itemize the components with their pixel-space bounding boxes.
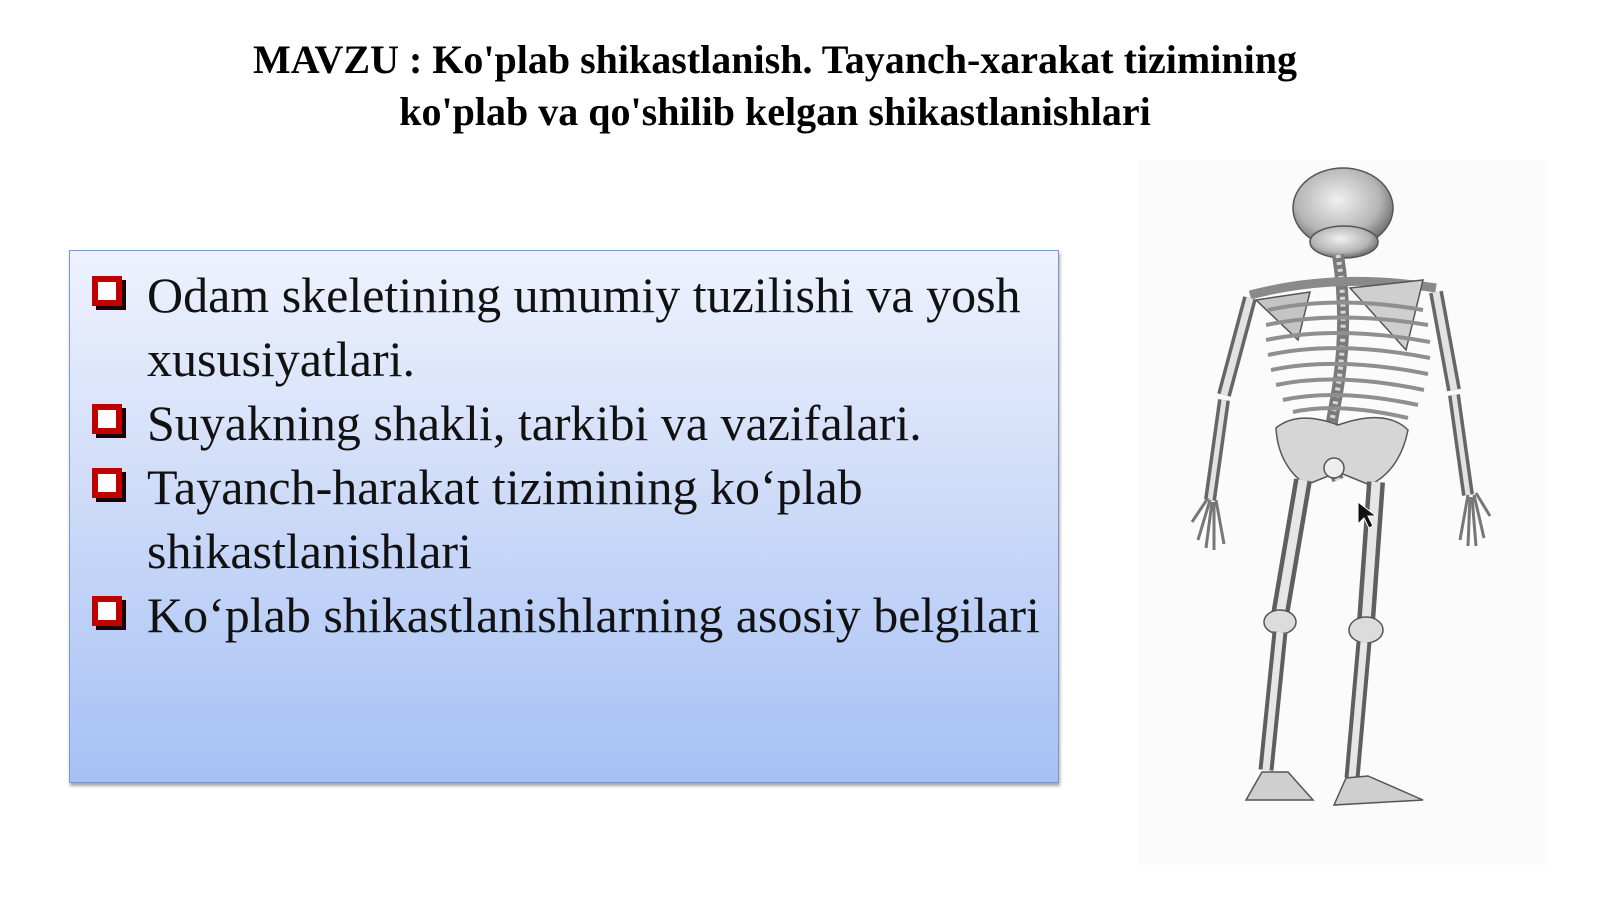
topic-text: Tayanch-harakat tizimining ko‘plab shikastlanishlari	[147, 459, 863, 579]
hollow-square-bullet-icon	[92, 468, 128, 504]
slide-title-line-1: MAVZU : Ko'plab shikastlanish. Tayanch-xarakat tizimining	[253, 37, 1297, 82]
topic-item	[90, 455, 1050, 583]
hollow-square-bullet-icon	[92, 276, 128, 312]
topic-item	[90, 583, 1050, 647]
slide-title	[100, 34, 1450, 138]
topics-list	[90, 263, 1050, 647]
hollow-square-bullet-icon	[92, 596, 128, 632]
topics-box	[69, 250, 1059, 783]
hollow-square-bullet-icon	[92, 404, 128, 440]
topic-item	[90, 263, 1050, 391]
skeleton-image	[1138, 160, 1548, 865]
topic-text: Odam skeletining umumiy tuzilishi va yosh xususiyatlari.	[147, 267, 1021, 387]
skeleton-figure	[1192, 168, 1490, 805]
topic-text: Suyakning shakli, tarkibi va vazifalari.	[147, 395, 922, 451]
slide-title-line-2: ko'plab va qo'shilib kelgan shikastlanishlari	[399, 89, 1151, 134]
topic-text: Ko‘plab shikastlanishlarning asosiy belgilari	[147, 587, 1040, 643]
topic-item	[90, 391, 1050, 455]
